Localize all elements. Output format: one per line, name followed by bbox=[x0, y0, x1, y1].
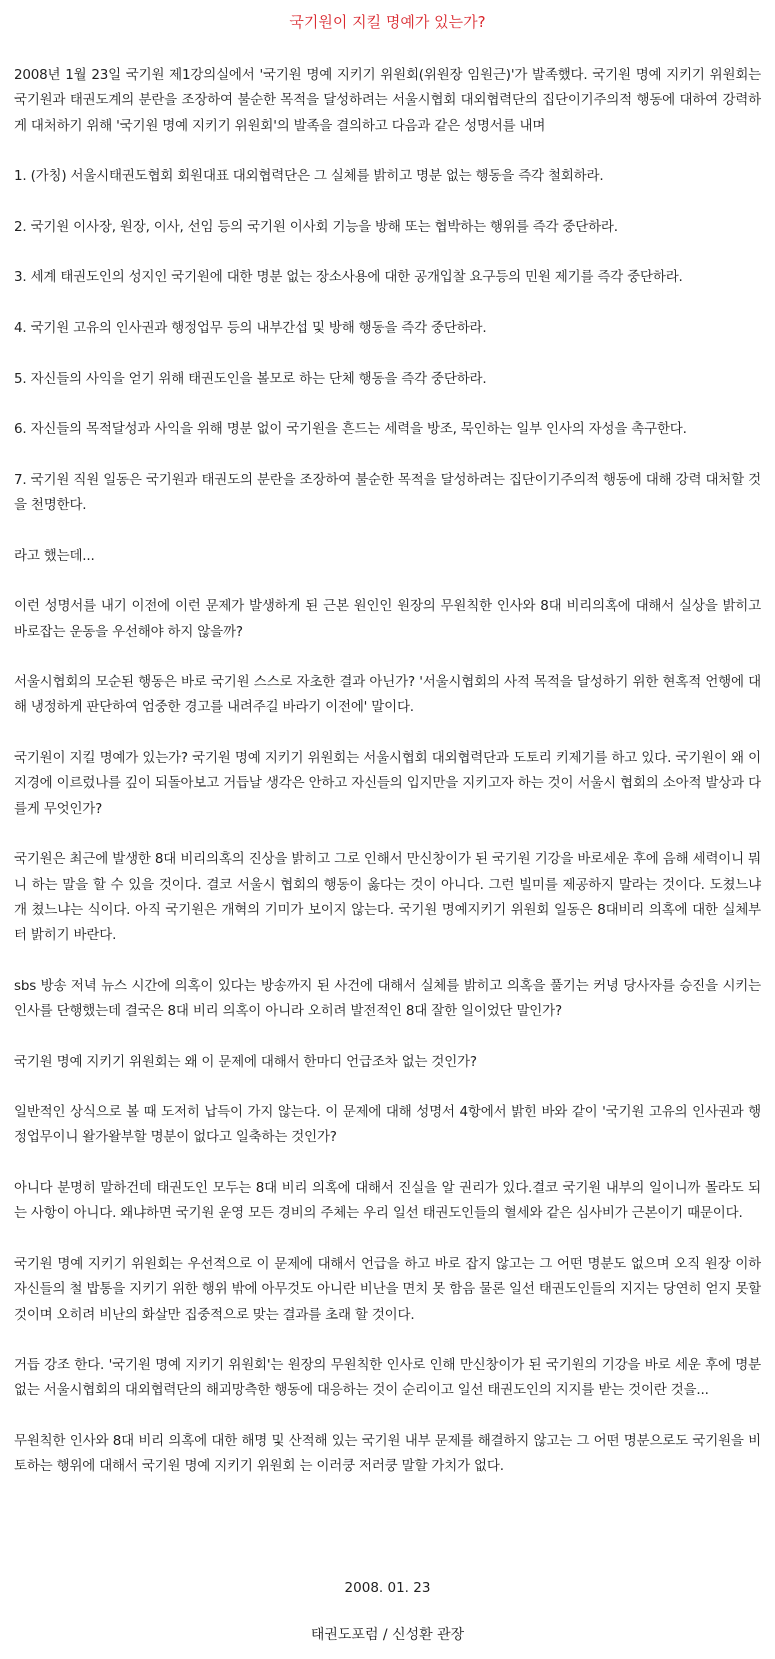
paragraph: 거듭 강조 한다. '국기원 명예 지키기 위원회'는 원장의 무원칙한 인사로 인해 만신창이가 된 국기원의 기강을 바로 세운 후에 명분 없는 서울시협회의 대외협력단의 해괴망측한 행동에 대응하는 것이 순리이고 일선 태권도인의 지지를 받는 것이란 것을... bbox=[14, 1357, 761, 1399]
article-body bbox=[14, 63, 761, 1480]
author-signature: 태권도포럼 / 신성환 관장 bbox=[310, 1627, 465, 1643]
paragraph: 국기원은 최근에 발생한 8대 비리의혹의 진상을 밝히고 그로 인해서 만신창이가 된 국기원 기강을 바로세운 후에 음해 세력이니 뭐니 하는 말을 할 수 있을 것이다. 결코 서울시 협회의 행동이 옳다는 것이 아니다. 그런 빌미를 제공하지 말라는 것이다. 도쳤느냐 개 쳤느냐는 식이다. 아직 국기원은 개혁의 기미가 보이지 않는다. 국기원 명예지키기 위원회 일동은 8대비리 의혹에 대한 실체부터 밝히기 바란다. bbox=[14, 851, 761, 944]
paragraph-item-4: 4. 국기원 고유의 인사권과 행정업무 등의 내부간섭 및 방해 행동을 즉각 중단하라. bbox=[14, 319, 487, 336]
paragraph-conclusion: 무원칙한 인사와 8대 비리 의혹에 대한 해명 및 산적해 있는 국기원 내부 문제를 해결하지 않고는 그 어떤 명분으로도 국기원을 비토하는 행위에 대해서 국기원 명예 지키기 위원회 는 이러쿵 저러쿵 말할 가치가 없다. bbox=[14, 1433, 761, 1475]
paragraph: 일반적인 상식으로 볼 때 도저히 납득이 가지 않는다. 이 문제에 대해 성명서 4항에서 밝힌 바와 같이 '국기원 고유의 인사권과 행정업무이니 왈가왈부할 명분이 없다고 일축하는 것인가? bbox=[14, 1104, 761, 1146]
paragraph: 국기원 명예 지키기 위원회는 왜 이 문제에 대해서 한마디 언급조차 없는 것인가? bbox=[14, 1053, 477, 1070]
paragraph-item-3: 3. 세계 태권도인의 성지인 국기원에 대한 명분 없는 장소사용에 대한 공개입찰 요구등의 민원 제기를 즉각 중단하라. bbox=[14, 269, 683, 286]
paragraph-transition: 라고 했는데... bbox=[14, 547, 95, 564]
paragraph: 국기원이 지킬 명예가 있는가? 국기원 명예 지키기 위원회는 서울시협회 대외협력단과 도토리 키제기를 하고 있다. 국기원이 왜 이 지경에 이르렀나를 깊이 되돌아보고 거듭날 생각은 안하고 자신들의 입지만을 지키고자 하는 것이 서울시 협회의 소아적 발상과 다를게 무엇인가? bbox=[14, 750, 761, 817]
paragraph-item-7: 7. 국기원 직원 일동은 국기원과 태권도의 분란을 조장하여 불순한 목적을 달성하려는 집단이기주의적 행동에 대해 강력 대처할 것을 천명한다. bbox=[14, 471, 761, 514]
paragraph-item-2: 2. 국기원 이사장, 원장, 이사, 선임 등의 국기원 이사회 기능을 방해 또는 협박하는 행위를 즉각 중단하라. bbox=[14, 218, 618, 235]
document-date: 2008. 01. 23 bbox=[344, 1580, 431, 1596]
page-title: 국기원이 지킬 명예가 있는가? bbox=[289, 13, 486, 31]
paragraph-item-6: 6. 자신들의 목적달성과 사익을 위해 명분 없이 국기원을 흔드는 세력을 방조, 묵인하는 일부 인사의 자성을 촉구한다. bbox=[14, 421, 687, 438]
paragraph: 이런 성명서를 내기 이전에 이런 문제가 발생하게 된 근본 원인인 원장의 무원칙한 인사와 8대 비리의혹에 대해서 실상을 밝히고 바로잡는 운동을 우선해야 하지 않을까? bbox=[14, 598, 761, 640]
paragraph: 서울시협회의 모순된 행동은 바로 국기원 스스로 자초한 결과 아닌가? '서울시협회의 사적 목적을 달성하기 위한 현혹적 언행에 대해 냉정하게 판단하여 엄중한 경고를 내려주길 바라기 이전에' 말이다. bbox=[14, 674, 761, 716]
paragraph: 국기원 명예 지키기 위원회는 우선적으로 이 문제에 대해서 언급을 하고 바로 잡지 않고는 그 어떤 명분도 없으며 오직 원장 이하 자신들의 철 밥통을 지키기 위한 행위 밖에 아무것도 아니란 비난을 면치 못 함음 물론 일선 태권도인들의 지지는 당연히 얻지 못할 것이며 오히려 비난의 화살만 집중적으로 맞는 결과를 초래 할 것이다. bbox=[14, 1255, 761, 1323]
paragraph-item-1: 1. (가칭) 서울시태권도협회 회원대표 대외협력단은 그 실체를 밝히고 명분 없는 행동을 즉각 철회하라. bbox=[14, 168, 604, 185]
paragraph: 아니다 분명히 말하건데 태권도인 모두는 8대 비리 의혹에 대해서 진실을 알 권리가 있다.결코 국기원 내부의 일이니까 몰라도 되는 사항이 아니다. 왜냐하면 국기원 운영 모든 경비의 주체는 우리 일선 태권도인들의 혈세와 같은 심사비가 근본이기 때문이다. bbox=[14, 1180, 761, 1222]
paragraph-item-5: 5. 자신들의 사익을 얻기 위해 태권도인을 볼모로 하는 단체 행동을 즉각 중단하라. bbox=[14, 370, 487, 387]
paragraph: sbs 방송 저녁 뉴스 시간에 의혹이 있다는 방송까지 된 사건에 대해서 실체를 밝히고 의혹을 풀기는 커녕 당사자를 승진을 시키는 인사를 단행했는데 결국은 8대 비리 의혹이 아니라 오히려 발전적인 8대 잘한 일이었단 말인가? bbox=[14, 977, 761, 1019]
paragraph-intro: 2008년 1월 23일 국기원 제1강의실에서 '국기원 명예 지키기 위원회(위원장 임원근)'가 발족했다. 국기원 명예 지키기 위원회는 국기원과 태권도계의 분란을 조장하여 불순한 목적을 달성하려는 서울시협회 대외협력단의 집단이기주의적 행동에 대하여 강력하게 대처하기 위해 '국기원 명예 지키기 위원회'의 발족을 결의하고 다음과 같은 성명서를 내며 bbox=[14, 67, 761, 134]
